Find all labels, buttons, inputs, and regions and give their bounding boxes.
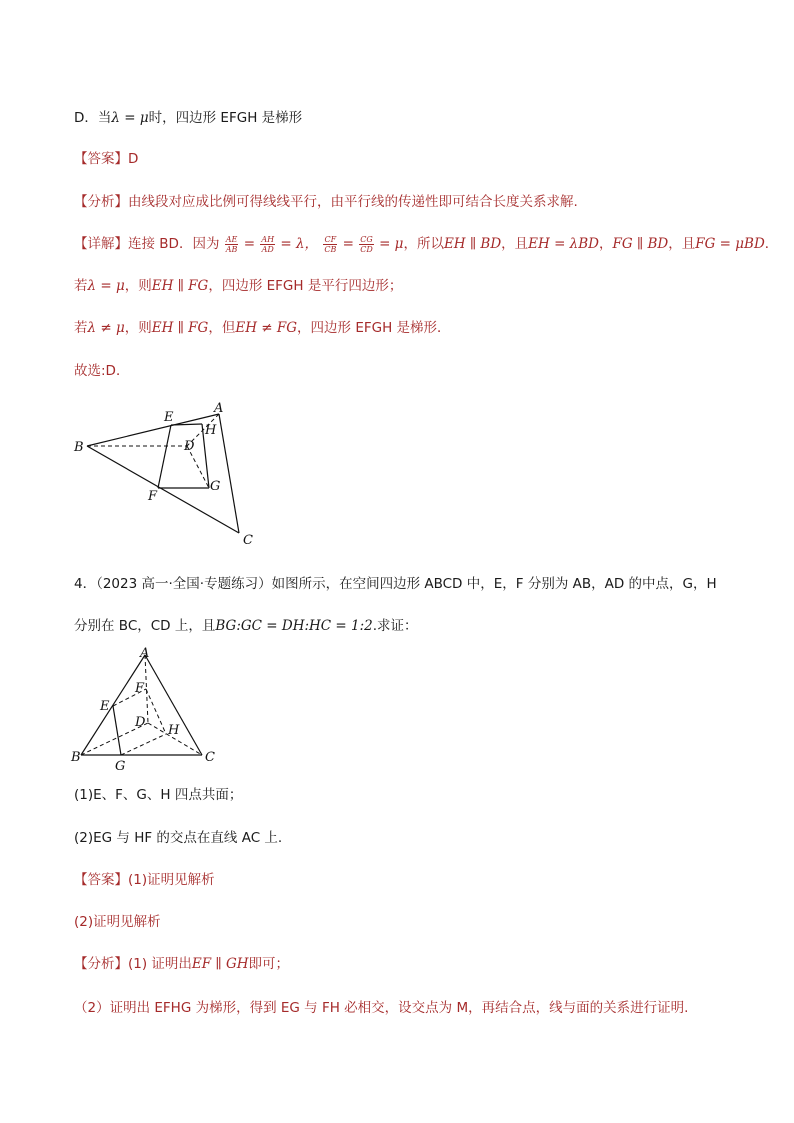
- fig2-label-d: D: [135, 715, 146, 730]
- detail-text-5: ，且: [501, 236, 529, 252]
- answer-2: [74, 870, 215, 890]
- detail-text-7: ，且: [668, 236, 696, 252]
- fig1-label-a: A: [214, 401, 224, 416]
- fig2-label-f: F: [135, 681, 145, 696]
- detail-tag: 【详解】: [74, 236, 128, 252]
- answer-2b: (2)证明见解析: [74, 914, 161, 930]
- case1-c: ，四边形 EFGH 是平行四边形；: [208, 278, 403, 294]
- figure-tetrahedron: [68, 644, 228, 774]
- q4-text-a: 分别在 BC，CD 上，且: [74, 618, 216, 634]
- answer-tag: 【答案】: [74, 151, 128, 167]
- option-d-prefix: D．当: [74, 110, 112, 126]
- part-1: (1)E、F、G、H 四点共面；: [74, 787, 243, 803]
- detail-eq-1: =: [239, 236, 260, 252]
- figure-quadrilateral-1: [68, 398, 268, 548]
- q4-text-b: .求证：: [372, 618, 418, 634]
- case1-m2: EH ∥ FG: [151, 278, 209, 294]
- detail-fg-parallel-bd: FG ∥ BD: [612, 236, 669, 252]
- detail-text-8: ．: [764, 236, 779, 252]
- case2-m2: EH ∥ FG: [151, 320, 209, 336]
- analysis2-tag: 【分析】: [74, 956, 128, 972]
- fig1-label-g: G: [210, 479, 221, 494]
- fraction-cf-cb: $\frac{CF}{CB}$: [324, 234, 337, 254]
- fig1-label-c: C: [243, 533, 253, 548]
- fraction-ae-ab: $\frac{AE}{AB}$: [225, 234, 238, 254]
- detail-mu: = μ: [374, 236, 404, 252]
- fraction-cg-cd: $\frac{CG}{CD}$: [360, 234, 373, 254]
- fig1-label-e: E: [164, 410, 174, 425]
- detail-eh-parallel-bd: EH ∥ BD: [443, 236, 502, 252]
- part-2: (2)EG 与 HF 的交点在直线 AC 上.: [74, 830, 283, 846]
- fig2-label-e: E: [100, 699, 110, 714]
- choose-line: 故选:D．: [74, 363, 130, 379]
- analysis-tag: 【分析】: [74, 194, 128, 210]
- analysis-2b: （2）证明出 EFHG 为梯形，得到 EG 与 FH 必相交，设交点为 M，再结合点，线与面的关系进行证明.: [74, 1000, 689, 1016]
- detail-fg-eq: FG = μBD: [695, 236, 765, 252]
- fig1-label-f: F: [148, 489, 158, 504]
- fig1-label-h: H: [205, 423, 217, 438]
- case2-d: ，四边形 EFGH 是梯形．: [297, 320, 451, 336]
- option-d-condition: λ = μ: [111, 110, 149, 126]
- case2-m3: EH ≠ FG: [235, 320, 298, 336]
- fig2-label-h: H: [168, 723, 180, 738]
- detail-lambda: = λ，: [276, 236, 319, 252]
- case-unequal: [74, 318, 451, 338]
- analysis-text: 由线段对应成比例可得线线平行，由平行线的传递性即可结合长度关系求解.: [128, 194, 578, 210]
- fig1-label-b: B: [74, 440, 84, 455]
- q4-ratio: BG:GC = DH:HC = 1:2: [215, 618, 373, 634]
- detail-eh-eq: EH = λBD: [528, 236, 599, 252]
- case2-c: ，但: [208, 320, 236, 336]
- option-d: [74, 108, 302, 128]
- case2-a: 若: [74, 320, 88, 336]
- detail-line: [74, 234, 778, 254]
- detail-text-1: 连接 BD．因为: [128, 236, 220, 252]
- question-4-line-1: 4．（2023 高一·全国·专题练习）如图所示，在空间四边形 ABCD 中，E，F 分别为 AB，AD 的中点，G，H: [74, 576, 717, 592]
- case1-a: 若: [74, 278, 88, 294]
- fig1-label-d: D: [184, 439, 195, 454]
- detail-text-6: ，: [598, 236, 613, 252]
- analysis-1: [74, 192, 578, 212]
- fig2-label-c: C: [205, 750, 215, 765]
- question-4-line-2: [74, 616, 418, 636]
- option-d-suffix: 时，四边形 EFGH 是梯形: [148, 110, 303, 126]
- detail-text-4: ，所以: [403, 236, 444, 252]
- fig2-label-b: B: [71, 750, 81, 765]
- detail-eq-2: =: [338, 236, 359, 252]
- case2-b: ，则: [124, 320, 152, 336]
- analysis-2: [74, 954, 289, 974]
- case-equal: [74, 276, 402, 296]
- case1-m1: λ = μ: [87, 278, 125, 294]
- case2-m1: λ ≠ μ: [87, 320, 125, 336]
- case1-b: ，则: [124, 278, 152, 294]
- analysis2-b: 即可；: [248, 956, 290, 972]
- answer-1: [74, 149, 138, 169]
- answer2-value: (1)证明见解析: [128, 872, 215, 888]
- fig2-label-a: A: [140, 646, 150, 661]
- fraction-ah-ad: $\frac{AH}{AD}$: [261, 234, 275, 254]
- analysis2-a: (1) 证明出: [128, 956, 192, 972]
- answer-value: D: [128, 151, 139, 167]
- fig2-label-g: G: [115, 759, 126, 774]
- analysis2-math: EF ∥ GH: [191, 956, 249, 972]
- answer2-tag: 【答案】: [74, 872, 128, 888]
